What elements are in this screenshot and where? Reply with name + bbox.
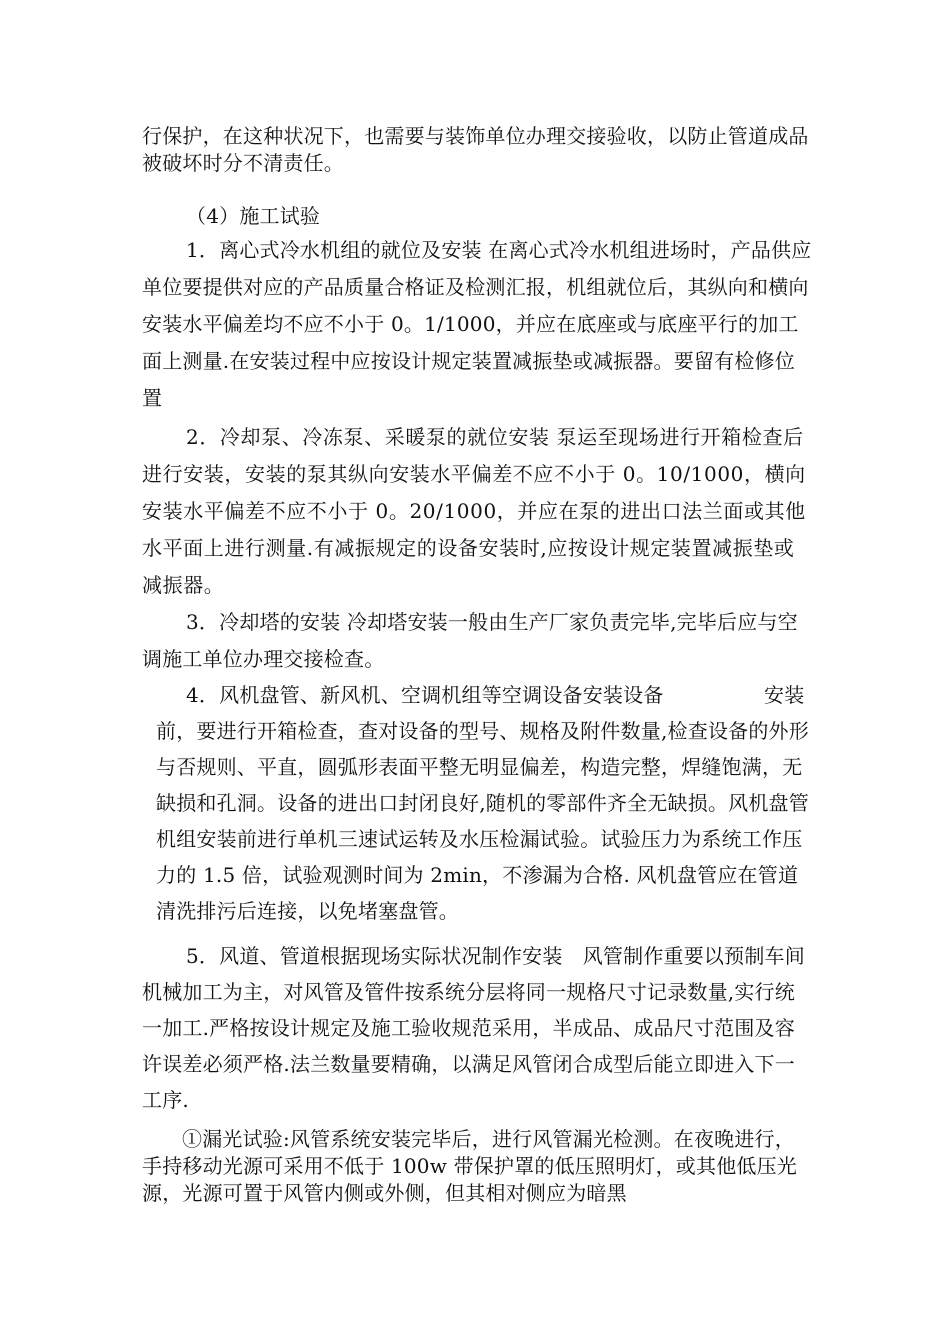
paragraph-fan-coil-body: 安装前，要进行开箱检查，查对设备的型号、规格及附件数量,检查设备的外形与否规则、平直，圆弧形表面平整无明显偏差，构造完整，焊缝饱满，无缺损和孔洞。设备的进出口封闭良好,随机的零部件齐全无缺损。风机盘管机组安装前进行单机三速试运转及水压检漏试验。试验压力为系统工作压力的 1.5 倍，试验观测时间为 2min，不渗漏为合格. 风机盘管应在管道清洗排污后连接，以免堵塞盘管。: [156, 683, 809, 923]
paragraph-light-leak-test: ①漏光试验:风管系统安装完毕后，进行风管漏光检测。在夜晚进行，手持移动光源可采用不低于 100w 带保护罩的低压照明灯，或其他低压光源，光源可置于风管内侧或外侧，但其相对侧应为暗黑: [142, 1127, 798, 1205]
paragraph-duct-fabrication: 5．风道、管道根据现场实际状况制作安装 风管制作重要以预制车间机械加工为主，对风管及管件按系统分层将同一规格尺寸记录数量,实行统一加工.严格按设计规定及施工验收规范采用，半成品、成品尺寸范围及容许误差必须严格.法兰数量要精确，以满足风管闭合成型后能立即进入下一工序.: [142, 944, 805, 1112]
paragraph-centrifugal-chiller: 1．离心式冷水机组的就位及安装 在离心式冷水机组进场时，产品供应单位要提供对应的产品质量合格证及检测汇报，机组就位后，其纵向和横向安装水平偏差均不应不小于 0。1/1000，并应在底座或与底座平行的加工面上测量.在安装过程中应按设计规定装置减振垫或减振器。要留有检修位置: [142, 238, 812, 410]
paragraph-cooling-tower: 3．冷却塔的安装 冷却塔安装一般由生产厂家负责完毕,完毕后应与空调施工单位办理交接检查。: [142, 610, 798, 671]
section-heading-construction-test: （4）施工试验: [186, 204, 321, 228]
paragraph-pump-installation: 2．冷却泵、冷冻泵、采暖泵的就位安装 泵运至现场进行开箱检查后进行安装，安装的泵其纵向安装水平偏差不应不小于 0。10/1000，横向安装水平偏差不应不小于 0。20/1000，并应在泵的进出口法兰面或其他水平面上进行测量.有减振规定的设备安装时,应按设计规定装置减振垫或减振器。: [142, 425, 806, 597]
paragraph-handover-protection: 行保护，在这种状况下，也需要与装饰单位办理交接验收，以防止管道成品被破坏时分不清责任。: [142, 124, 809, 175]
paragraph-fan-coil-heading: 4．风机盘管、新风机、空调机组等空调设备安装设备: [186, 683, 664, 707]
